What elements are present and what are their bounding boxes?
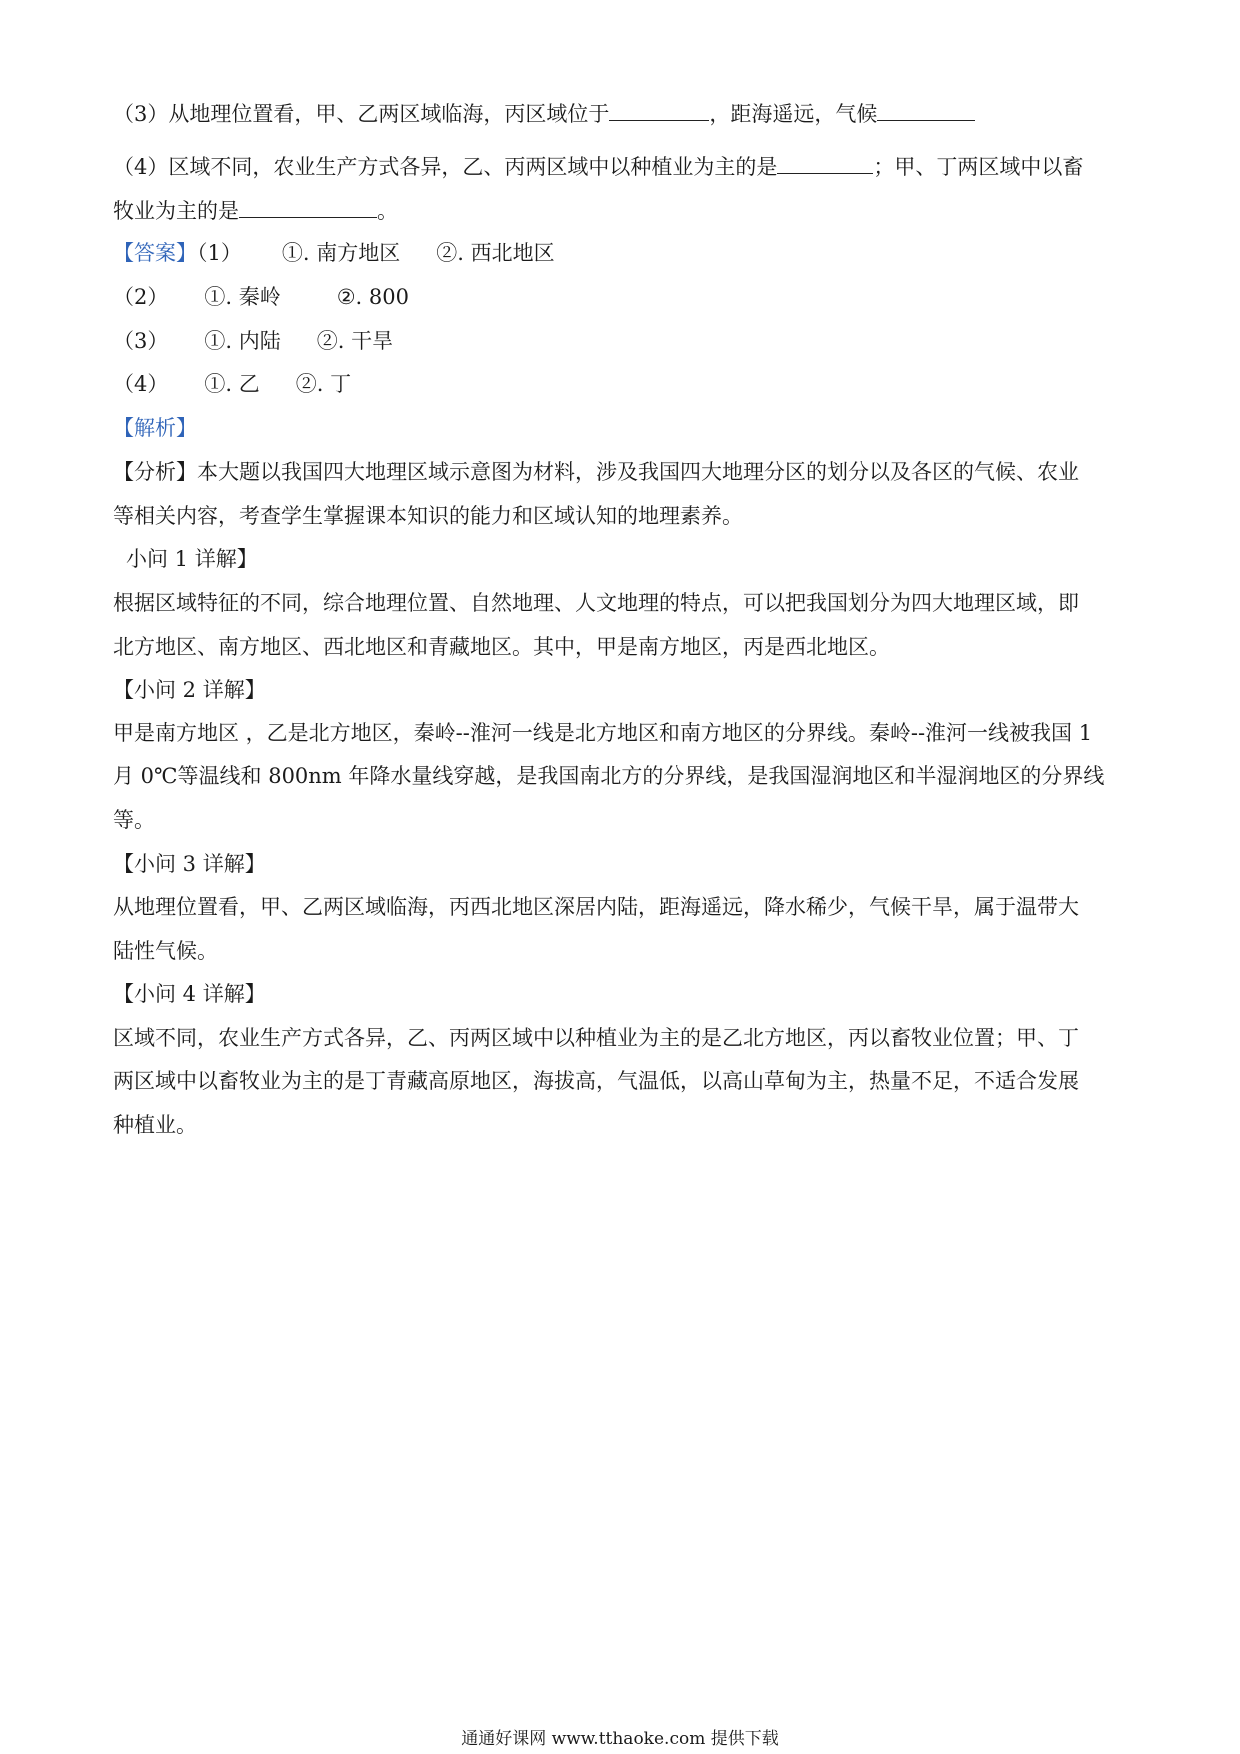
answer-b: ②. 西北地区	[436, 241, 555, 265]
detail-4-line-3: 种植业。	[113, 1113, 197, 1137]
answer-b: ②. 丁	[295, 372, 352, 396]
analysis-tag: 【解析】	[113, 416, 197, 440]
detail-2-heading: 【小问 2 详解】	[113, 678, 266, 702]
detail-3-line-1: 从地理位置看，甲、乙两区域临海，丙西北地区深居内陆，距海遥远，降水稀少，气候干旱，属于温带大	[113, 895, 1079, 919]
question-4-text-d: 。	[377, 199, 398, 223]
detail-4-line-1: 区域不同，农业生产方式各异，乙、丙两区域中以种植业为主的是乙北方地区，丙以畜牧业位置；甲、丁	[113, 1026, 1079, 1050]
answer-a: ①. 乙	[204, 372, 260, 396]
answer-num: （2）	[113, 285, 169, 309]
answer-b: ②. 干旱	[316, 329, 394, 353]
detail-2-line-1: 甲是南方地区 ，乙是北方地区，秦岭--淮河一线是北方地区和南方地区的分界线。秦岭--淮河一线被我国 1	[113, 721, 1093, 745]
analysis-fenxi-2: 等相关内容，考查学生掌握课本知识的能力和区域认知的地理素养。	[113, 504, 743, 528]
answer-a: ①. 内陆	[204, 329, 281, 353]
detail-2-line-3: 等。	[113, 808, 155, 832]
question-4-text: （4）区域不同，农业生产方式各异，乙、丙两区域中以种植业为主的是	[113, 155, 778, 179]
answer-tag: 【答案】	[113, 241, 197, 265]
question-3-text-b: ，距海遥远，气候	[709, 102, 878, 126]
detail-3-line-2: 陆性气候。	[113, 939, 218, 963]
analysis-fenxi-1: 【分析】本大题以我国四大地理区域示意图为材料，涉及我国四大地理分区的划分以及各区的气候、农业	[113, 460, 1079, 484]
question-4-text-c: 牧业为主的是	[113, 199, 239, 223]
answer-a: ①. 秦岭	[204, 285, 281, 309]
answer-row-4	[113, 369, 351, 399]
question-3	[113, 98, 975, 129]
blank	[609, 98, 709, 121]
detail-4-heading: 【小问 4 详解】	[113, 982, 266, 1006]
answer-row-1	[113, 238, 555, 268]
question-4-text-b: ；甲、丁两区域中以畜	[873, 155, 1084, 179]
detail-3-heading: 【小问 3 详解】	[113, 852, 266, 876]
question-3-text: （3）从地理位置看，甲、乙两区域临海，丙区域位于	[113, 102, 610, 126]
detail-1-heading: 小问 1 详解】	[126, 547, 258, 571]
detail-1-line-1: 根据区域特征的不同，综合地理位置、自然地理、人文地理的特点，可以把我国划分为四大地理区域，即	[113, 591, 1079, 615]
answer-num: （1）	[197, 241, 242, 265]
answer-b: ②. 800	[336, 285, 409, 309]
answer-row-2	[113, 282, 409, 312]
blank	[777, 151, 873, 174]
answer-a: ①. 南方地区	[281, 241, 401, 265]
question-4-cont	[113, 195, 398, 226]
detail-2-line-2: 月 0℃等温线和 800nm 年降水量线穿越，是我国南北方的分界线，是我国湿润地区和半湿润地区的分界线	[113, 764, 1105, 788]
detail-1-line-2: 北方地区、南方地区、西北地区和青藏地区。其中，甲是南方地区，丙是西北地区。	[113, 635, 890, 659]
blank	[877, 98, 975, 121]
detail-4-line-2: 两区域中以畜牧业为主的是丁青藏高原地区，海拔高，气温低，以高山草甸为主，热量不足，不适合发展	[113, 1069, 1079, 1093]
answer-row-3	[113, 326, 393, 356]
answer-num: （3）	[113, 329, 169, 353]
question-4	[113, 151, 1083, 182]
blank	[239, 195, 377, 218]
page-footer: 通通好课网 www.tthaoke.com 提供下载	[461, 1729, 779, 1749]
answer-num: （4）	[113, 372, 169, 396]
